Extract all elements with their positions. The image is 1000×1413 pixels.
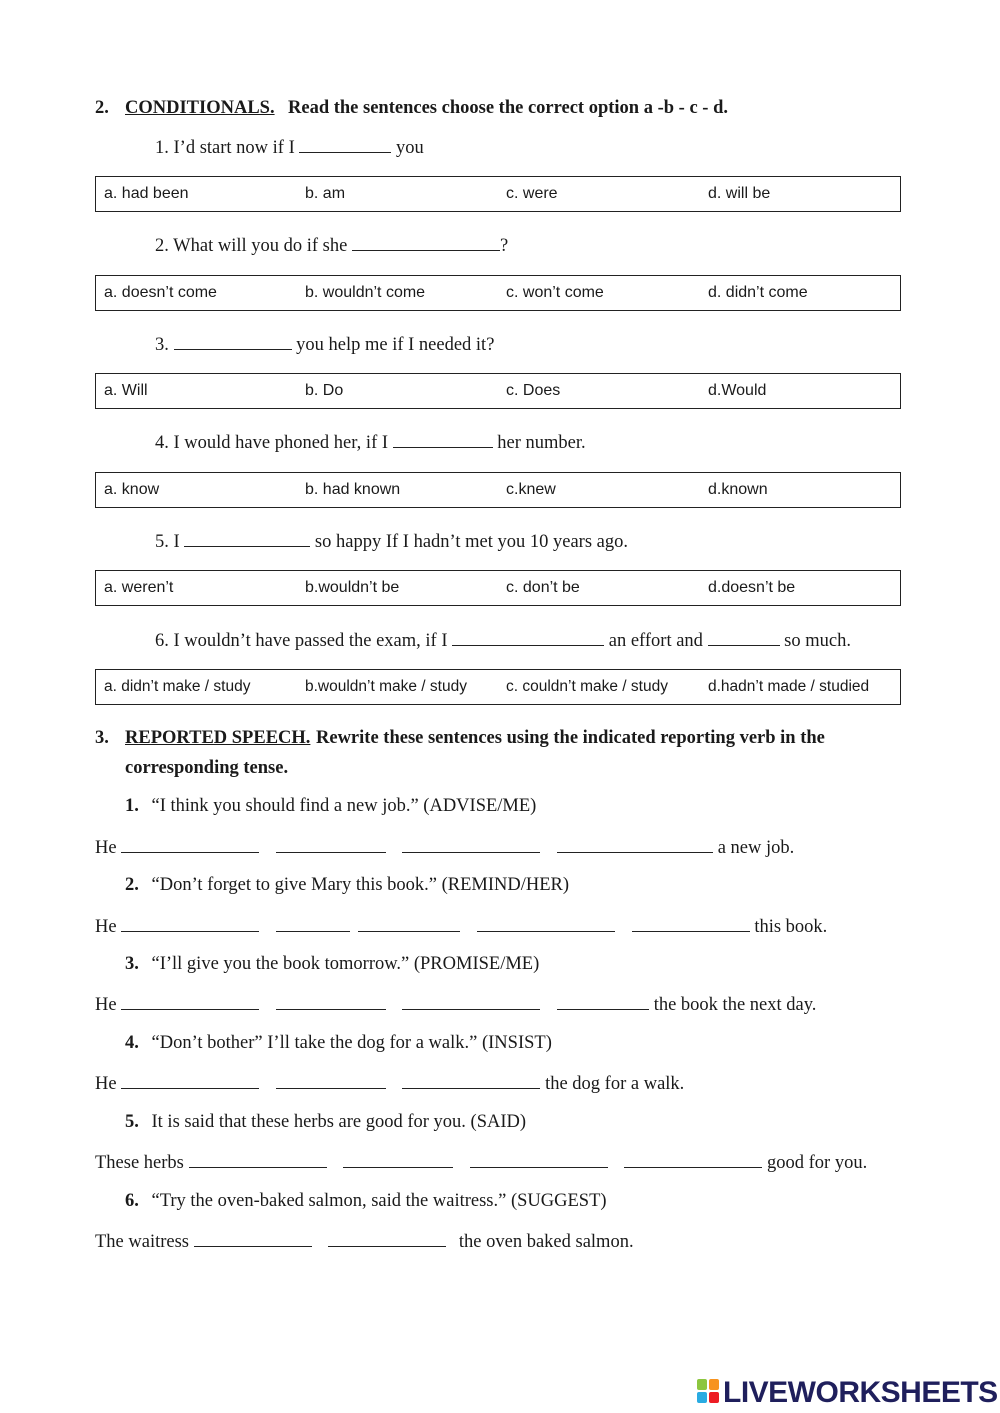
question-1-text-end: you <box>396 138 424 158</box>
answer-end: a new job. <box>717 838 795 858</box>
option-d[interactable]: d. didn’t come <box>708 284 808 301</box>
option-b[interactable]: b.wouldn’t make / study <box>305 678 467 695</box>
answer-blank[interactable] <box>358 915 460 932</box>
answer-blank[interactable] <box>189 1151 327 1168</box>
question-3 <box>155 333 494 356</box>
reported-item-6 <box>125 1191 607 1212</box>
section2-number: 2. <box>95 98 109 118</box>
answer-blank[interactable] <box>402 836 540 853</box>
item-number: 2. <box>125 875 139 895</box>
item-quote: “Don’t bother” I’ll take the dog for a walk.” (INSIST) <box>151 1033 552 1053</box>
option-c[interactable]: c. don’t be <box>506 579 580 596</box>
question-4-text: 4. I would have phoned her, if I <box>155 433 389 453</box>
answer-blank[interactable] <box>121 915 259 932</box>
item-quote: It is said that these herbs are good for you. (SAID) <box>151 1112 527 1132</box>
answer-start: He <box>95 995 117 1015</box>
answer-blank[interactable] <box>276 1072 386 1089</box>
section3-instruction: Rewrite these sentences using the indicated reporting verb in the <box>316 728 825 748</box>
answer-start: The waitress <box>95 1232 190 1252</box>
answer-blank[interactable] <box>121 993 259 1010</box>
answer-line-3 <box>95 993 816 1016</box>
item-number: 5. <box>125 1112 139 1132</box>
answer-blank[interactable] <box>477 915 615 932</box>
answer-line-1 <box>95 836 794 859</box>
option-c[interactable]: c.knew <box>506 481 556 498</box>
answer-blank[interactable] <box>174 333 292 350</box>
answer-line-6 <box>95 1230 634 1253</box>
option-c[interactable]: c. were <box>506 185 558 202</box>
reported-item-1 <box>125 796 536 817</box>
question-1-text: 1. I’d start now if I <box>155 138 295 158</box>
answer-end: this book. <box>754 917 828 937</box>
liveworksheets-logo <box>697 1376 998 1410</box>
answer-blank[interactable] <box>328 1230 446 1247</box>
question-6-text-end: so much. <box>784 631 851 651</box>
answer-blank[interactable] <box>708 629 780 646</box>
answer-blank[interactable] <box>632 915 750 932</box>
answer-end: the dog for a walk. <box>545 1074 685 1094</box>
item-quote: “I’ll give you the book tomorrow.” (PROMISE/ME) <box>151 954 540 974</box>
option-b[interactable]: b. Do <box>305 382 344 399</box>
option-b[interactable]: b. had known <box>305 481 401 498</box>
question-1 <box>155 136 424 159</box>
answer-blank[interactable] <box>624 1151 762 1168</box>
reported-item-4 <box>125 1033 552 1054</box>
answer-line-5 <box>95 1151 867 1174</box>
section3-number: 3. <box>95 728 109 748</box>
question-4-text-end: her number. <box>497 433 586 453</box>
question-6 <box>155 629 851 652</box>
options-box-5 <box>95 570 901 606</box>
answer-line-2 <box>95 915 827 938</box>
options-box-3 <box>95 373 901 409</box>
option-a[interactable]: a. know <box>104 481 160 498</box>
answer-end: good for you. <box>767 1153 868 1173</box>
answer-blank[interactable] <box>343 1151 453 1168</box>
question-5-text-end: so happy If I hadn’t met you 10 years ago. <box>314 532 628 552</box>
answer-blank[interactable] <box>557 993 649 1010</box>
option-d[interactable]: d.known <box>708 481 768 498</box>
section3-title: REPORTED SPEECH. <box>125 728 311 748</box>
answer-end: the oven baked salmon. <box>458 1232 634 1252</box>
options-box-4 <box>95 472 901 508</box>
section2-instruction: Read the sentences choose the correct option a -b - c - d. <box>288 98 728 118</box>
answer-blank[interactable] <box>276 836 386 853</box>
question-6-text: 6. I wouldn’t have passed the exam, if I <box>155 631 448 651</box>
item-quote: “Try the oven-baked salmon, said the waitress.” (SUGGEST) <box>151 1191 607 1211</box>
option-a[interactable]: a. didn’t make / study <box>104 678 251 695</box>
item-number: 1. <box>125 796 139 816</box>
option-b[interactable]: b. wouldn’t come <box>305 284 426 301</box>
question-3-text: 3. <box>155 335 169 355</box>
answer-blank[interactable] <box>402 1072 540 1089</box>
question-2-text: 2. What will you do if she <box>155 236 348 256</box>
reported-item-3 <box>125 954 539 975</box>
option-a[interactable]: a. Will <box>104 382 148 399</box>
answer-blank[interactable] <box>194 1230 312 1247</box>
option-c[interactable]: c. won’t come <box>506 284 604 301</box>
question-6-text-mid: an effort and <box>608 631 703 651</box>
reported-item-2 <box>125 875 569 896</box>
answer-line-4 <box>95 1072 684 1095</box>
question-2 <box>155 234 508 257</box>
answer-blank[interactable] <box>184 530 310 547</box>
answer-blank[interactable] <box>299 136 391 153</box>
item-quote: “I think you should find a new job.” (ADVISE/ME) <box>151 796 537 816</box>
answer-blank[interactable] <box>393 431 493 448</box>
option-b[interactable]: b.wouldn’t be <box>305 579 400 596</box>
answer-start: These herbs <box>95 1153 184 1173</box>
reported-item-5 <box>125 1112 526 1133</box>
item-number: 3. <box>125 954 139 974</box>
answer-blank[interactable] <box>121 836 259 853</box>
liveworksheets-logo-text: LIVEWORKSHEETS <box>723 1376 998 1409</box>
answer-blank[interactable] <box>121 1072 259 1089</box>
option-c[interactable]: c. Does <box>506 382 561 399</box>
options-box-1 <box>95 176 901 212</box>
question-5 <box>155 530 628 553</box>
answer-start: He <box>95 917 117 937</box>
answer-blank[interactable] <box>276 993 386 1010</box>
question-2-text-end: ? <box>499 236 509 256</box>
answer-start: He <box>95 1074 117 1094</box>
option-a[interactable]: a. had been <box>104 185 189 202</box>
answer-blank[interactable] <box>470 1151 608 1168</box>
answer-blank[interactable] <box>402 993 540 1010</box>
option-a[interactable]: a. weren’t <box>104 579 174 596</box>
item-quote: “Don’t forget to give Mary this book.” (REMIND/HER) <box>151 875 570 895</box>
option-c[interactable]: c. couldn’t make / study <box>506 678 668 695</box>
question-3-text-end: you help me if I needed it? <box>296 335 495 355</box>
answer-end: the book the next day. <box>653 995 817 1015</box>
item-number: 4. <box>125 1033 139 1053</box>
answer-blank[interactable] <box>557 836 713 853</box>
answer-blank[interactable] <box>352 234 500 251</box>
option-d[interactable]: d.doesn’t be <box>708 579 796 596</box>
answer-start: He <box>95 838 117 858</box>
answer-blank[interactable] <box>276 915 350 932</box>
liveworksheets-logo-icon <box>697 1379 721 1405</box>
option-d[interactable]: d.Would <box>708 382 767 399</box>
options-box-2 <box>95 275 901 311</box>
answer-blank[interactable] <box>452 629 604 646</box>
option-d[interactable]: d. will be <box>708 185 771 202</box>
options-box-6 <box>95 669 901 705</box>
question-5-text: 5. I <box>155 532 180 552</box>
section2-title: CONDITIONALS. <box>125 98 275 118</box>
section3-instruction-line2: corresponding tense. <box>125 758 289 778</box>
option-d[interactable]: d.hadn’t made / studied <box>708 678 870 695</box>
option-b[interactable]: b. am <box>305 185 346 202</box>
option-a[interactable]: a. doesn’t come <box>104 284 217 301</box>
question-4 <box>155 431 586 454</box>
item-number: 6. <box>125 1191 139 1211</box>
